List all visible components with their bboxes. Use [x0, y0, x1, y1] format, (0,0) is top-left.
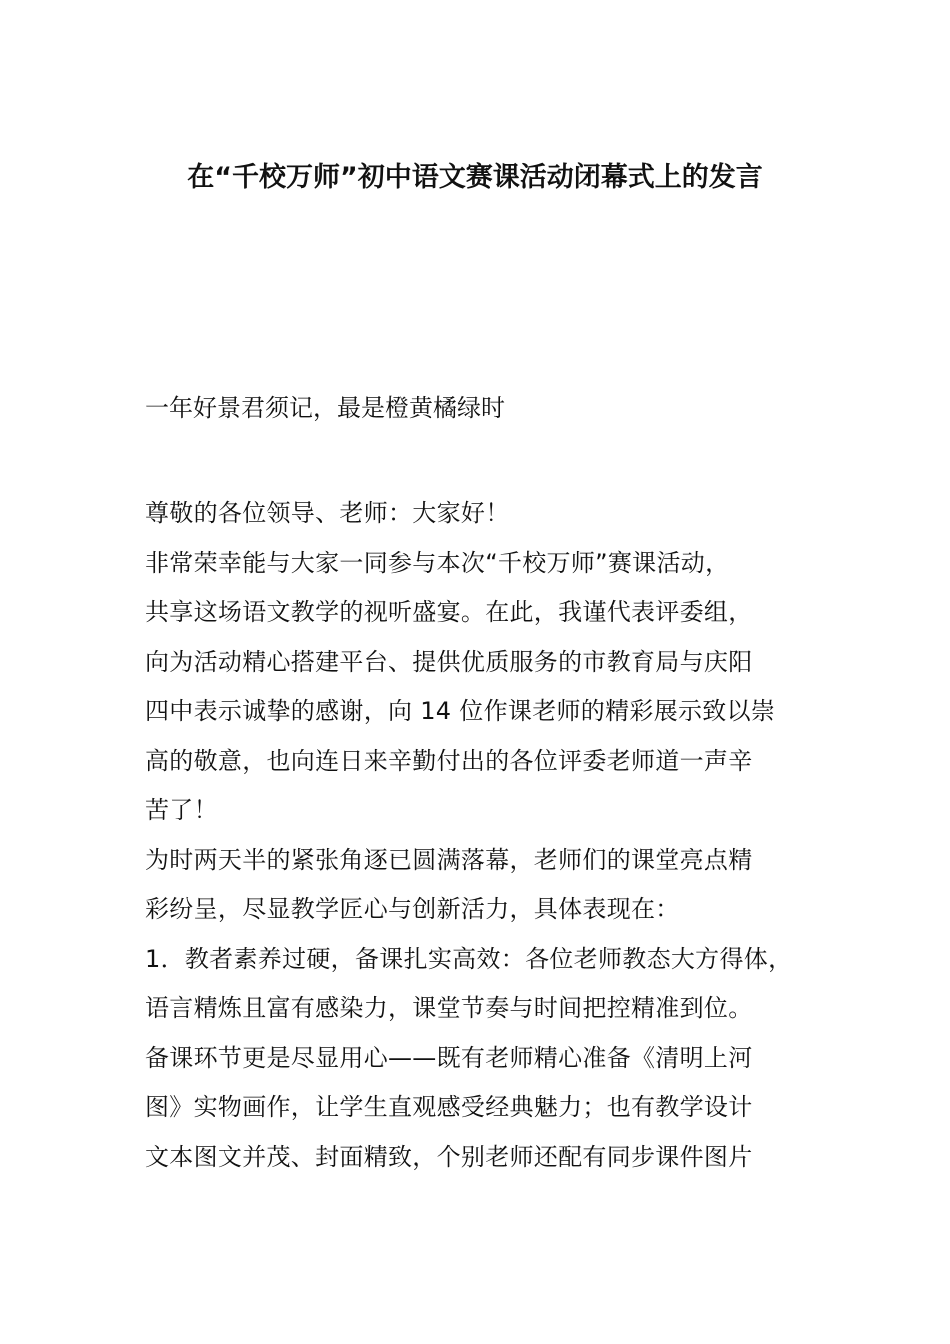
body-line: 1．教者素养过硬，备课扎实高效：各位老师教态大方得体，: [145, 944, 793, 973]
document-subtitle: 一年好景君须记，最是橙黄橘绿时: [145, 394, 505, 422]
body-line: 非常荣幸能与大家一同参与本次“千校万师”赛课活动，: [145, 548, 730, 577]
body-line: 高的敬意，也向连日来辛勤付出的各位评委老师道一声辛: [145, 746, 753, 775]
body-line: 文本图文并茂、封面精致，个别老师还配有同步课件图片: [145, 1142, 753, 1171]
body-line: 彩纷呈，尽显教学匠心与创新活力，具体表现在：: [145, 895, 680, 923]
body-line: 尊敬的各位领导、老师：大家好！: [145, 499, 510, 527]
body-line: 语言精炼且富有感染力，课堂节奏与时间把控精准到位。: [145, 994, 753, 1022]
body-line: 向为活动精心搭建平台、提供优质服务的市教育局与庆阳: [145, 647, 753, 676]
body-line: 苦了！: [145, 796, 218, 824]
body-line: 共享这场语文教学的视听盛宴。在此，我谨代表评委组，: [145, 598, 753, 626]
document-title: 在“千校万师”初中语文赛课活动闭幕式上的发言: [187, 162, 763, 193]
body-line: 备课环节更是尽显用心——既有老师精心准备《清明上河: [145, 1043, 753, 1072]
document-body: [145, 489, 835, 1182]
body-line: 为时两天半的紧张角逐已圆满落幕，老师们的课堂亮点精: [145, 845, 753, 874]
body-line: 四中表示诚挚的感谢，向 14 位作课老师的精彩展示致以崇: [145, 697, 776, 725]
body-line: 图》实物画作，让学生直观感受经典魅力；也有教学设计: [145, 1093, 753, 1121]
